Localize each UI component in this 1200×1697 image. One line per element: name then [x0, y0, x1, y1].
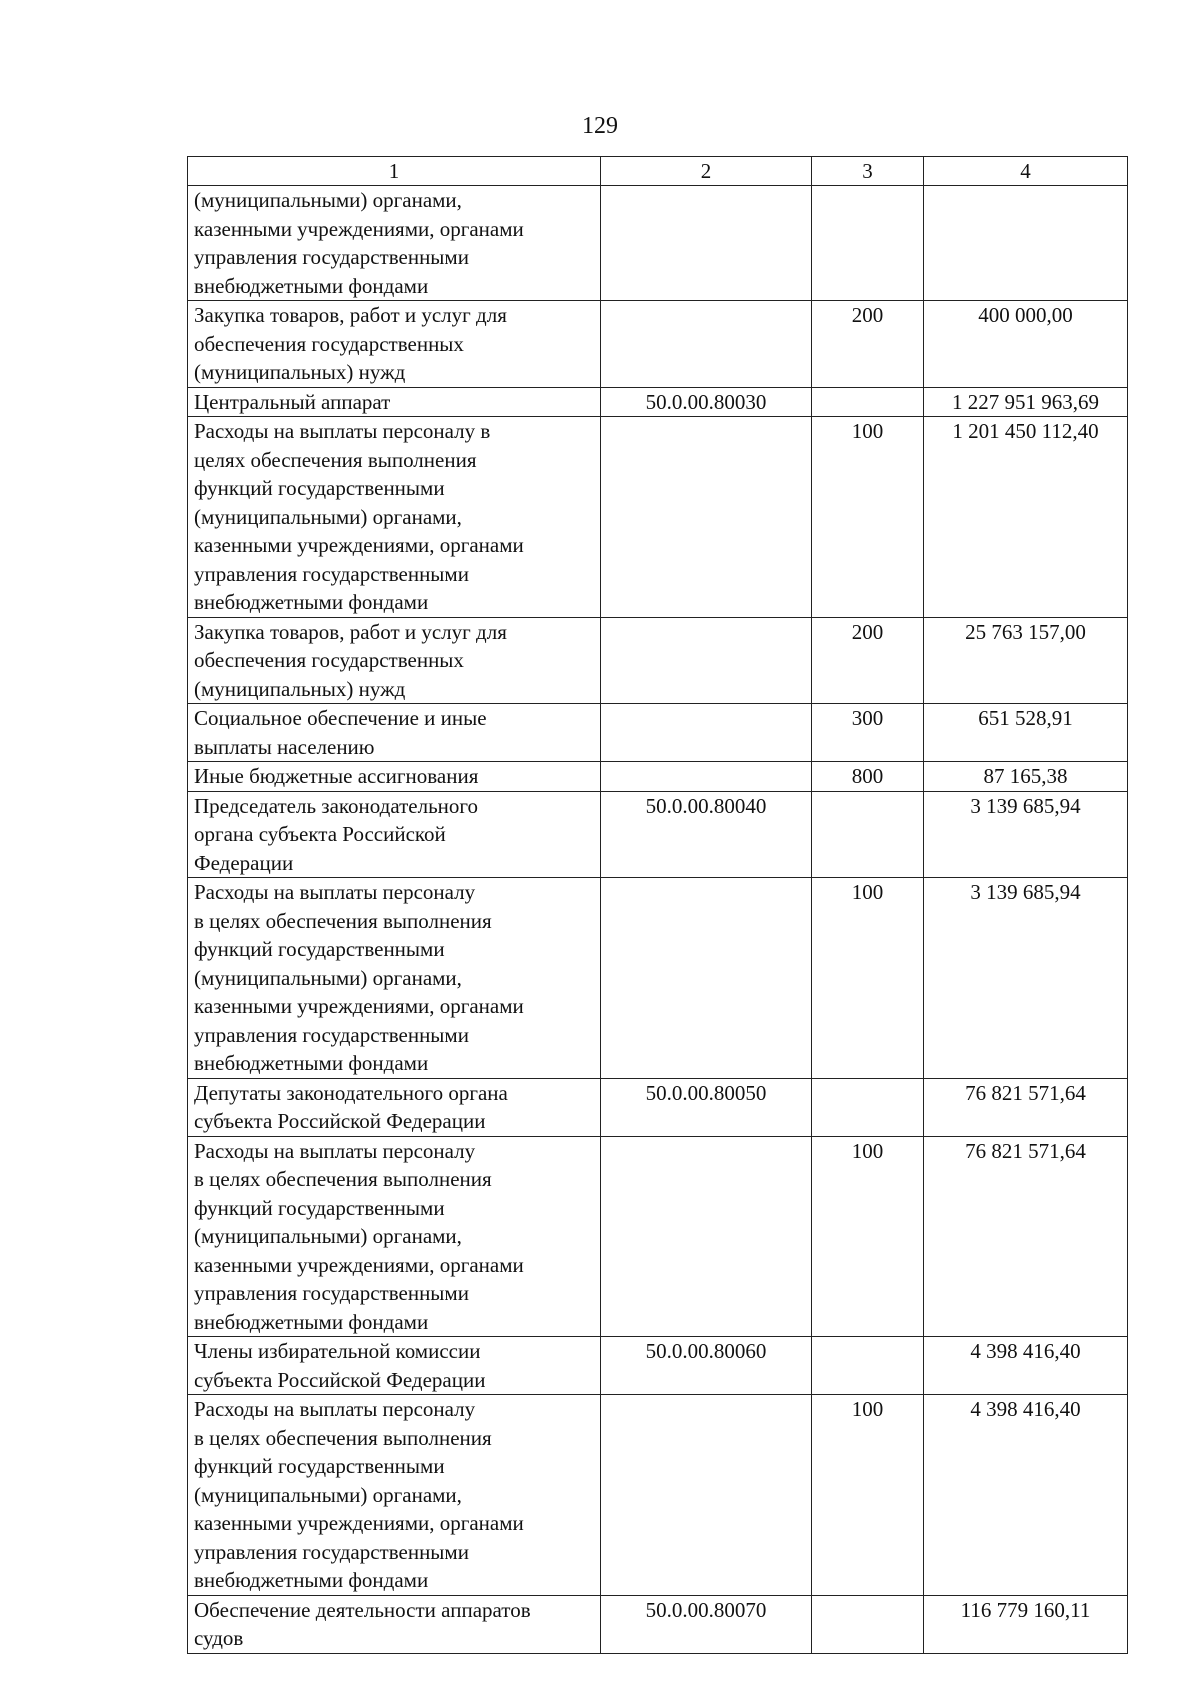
table-row — [188, 1136, 1128, 1337]
cell-type: 200 — [812, 301, 924, 388]
table-row — [188, 617, 1128, 704]
table-row — [188, 762, 1128, 792]
table-row — [188, 1395, 1128, 1596]
cell-name: Закупка товаров, работ и услуг для обеспечения государственных (муниципальных) нужд — [188, 617, 601, 704]
cell-amount: 4 398 416,40 — [924, 1395, 1128, 1596]
cell-type — [812, 1595, 924, 1653]
table-row — [188, 1595, 1128, 1653]
header-col-2: 2 — [601, 157, 812, 186]
cell-code — [601, 762, 812, 792]
table-row — [188, 1078, 1128, 1136]
cell-name: Центральный аппарат — [188, 387, 601, 417]
cell-amount: 116 779 160,11 — [924, 1595, 1128, 1653]
cell-code: 50.0.00.80040 — [601, 791, 812, 878]
cell-type: 300 — [812, 704, 924, 762]
cell-code — [601, 301, 812, 388]
table-row — [188, 186, 1128, 301]
cell-name: Депутаты законодательного органа субъекта Российской Федерации — [188, 1078, 601, 1136]
cell-type — [812, 186, 924, 301]
table-row — [188, 704, 1128, 762]
cell-type — [812, 1078, 924, 1136]
table-row — [188, 878, 1128, 1079]
cell-name: Социальное обеспечение и иные выплаты населению — [188, 704, 601, 762]
header-col-3: 3 — [812, 157, 924, 186]
cell-amount: 3 139 685,94 — [924, 878, 1128, 1079]
cell-code: 50.0.00.80070 — [601, 1595, 812, 1653]
cell-name: Расходы на выплаты персоналу в целях обеспечения выполнения функций государственными (муниципальными) органами, казенными учреждениями, органами управления государственными внебюджетными фондами — [188, 417, 601, 618]
cell-amount: 76 821 571,64 — [924, 1078, 1128, 1136]
table-header — [188, 157, 1128, 186]
table-row — [188, 417, 1128, 618]
cell-code — [601, 1136, 812, 1337]
cell-code — [601, 1395, 812, 1596]
cell-name: Председатель законодательного органа субъекта Российской Федерации — [188, 791, 601, 878]
cell-name: Расходы на выплаты персоналу в целях обеспечения выполнения функций государственными (муниципальными) органами, казенными учреждениями, органами управления государственными внебюджетными фондами — [188, 878, 601, 1079]
header-col-1: 1 — [188, 157, 601, 186]
cell-type — [812, 791, 924, 878]
cell-type: 800 — [812, 762, 924, 792]
cell-amount: 1 201 450 112,40 — [924, 417, 1128, 618]
cell-amount: 1 227 951 963,69 — [924, 387, 1128, 417]
table-row — [188, 1337, 1128, 1395]
cell-type: 100 — [812, 1395, 924, 1596]
cell-type: 200 — [812, 617, 924, 704]
cell-type: 100 — [812, 417, 924, 618]
cell-code: 50.0.00.80060 — [601, 1337, 812, 1395]
cell-name: Закупка товаров, работ и услуг для обеспечения государственных (муниципальных) нужд — [188, 301, 601, 388]
page-number: 129 — [582, 113, 618, 139]
table-row — [188, 387, 1128, 417]
cell-code: 50.0.00.80030 — [601, 387, 812, 417]
cell-amount: 651 528,91 — [924, 704, 1128, 762]
table-body — [188, 186, 1128, 1654]
cell-code — [601, 878, 812, 1079]
cell-amount — [924, 186, 1128, 301]
budget-table — [187, 156, 1128, 1654]
cell-code — [601, 617, 812, 704]
cell-type: 100 — [812, 878, 924, 1079]
cell-amount: 400 000,00 — [924, 301, 1128, 388]
cell-amount: 25 763 157,00 — [924, 617, 1128, 704]
cell-amount: 3 139 685,94 — [924, 791, 1128, 878]
cell-code — [601, 704, 812, 762]
cell-code: 50.0.00.80050 — [601, 1078, 812, 1136]
cell-type — [812, 387, 924, 417]
header-col-4: 4 — [924, 157, 1128, 186]
cell-name: Члены избирательной комиссии субъекта Российской Федерации — [188, 1337, 601, 1395]
cell-name: Расходы на выплаты персоналу в целях обеспечения выполнения функций государственными (муниципальными) органами, казенными учреждениями, органами управления государственными внебюджетными фондами — [188, 1395, 601, 1596]
cell-name: Иные бюджетные ассигнования — [188, 762, 601, 792]
cell-type: 100 — [812, 1136, 924, 1337]
cell-type — [812, 1337, 924, 1395]
cell-name: Расходы на выплаты персоналу в целях обеспечения выполнения функций государственными (муниципальными) органами, казенными учреждениями, органами управления государственными внебюджетными фондами — [188, 1136, 601, 1337]
cell-code — [601, 186, 812, 301]
cell-amount: 87 165,38 — [924, 762, 1128, 792]
table-row — [188, 791, 1128, 878]
cell-name: (муниципальными) органами, казенными учреждениями, органами управления государственными внебюджетными фондами — [188, 186, 601, 301]
cell-amount: 76 821 571,64 — [924, 1136, 1128, 1337]
cell-amount: 4 398 416,40 — [924, 1337, 1128, 1395]
table-row — [188, 301, 1128, 388]
cell-name: Обеспечение деятельности аппаратов судов — [188, 1595, 601, 1653]
header-row — [188, 157, 1128, 186]
cell-code — [601, 417, 812, 618]
